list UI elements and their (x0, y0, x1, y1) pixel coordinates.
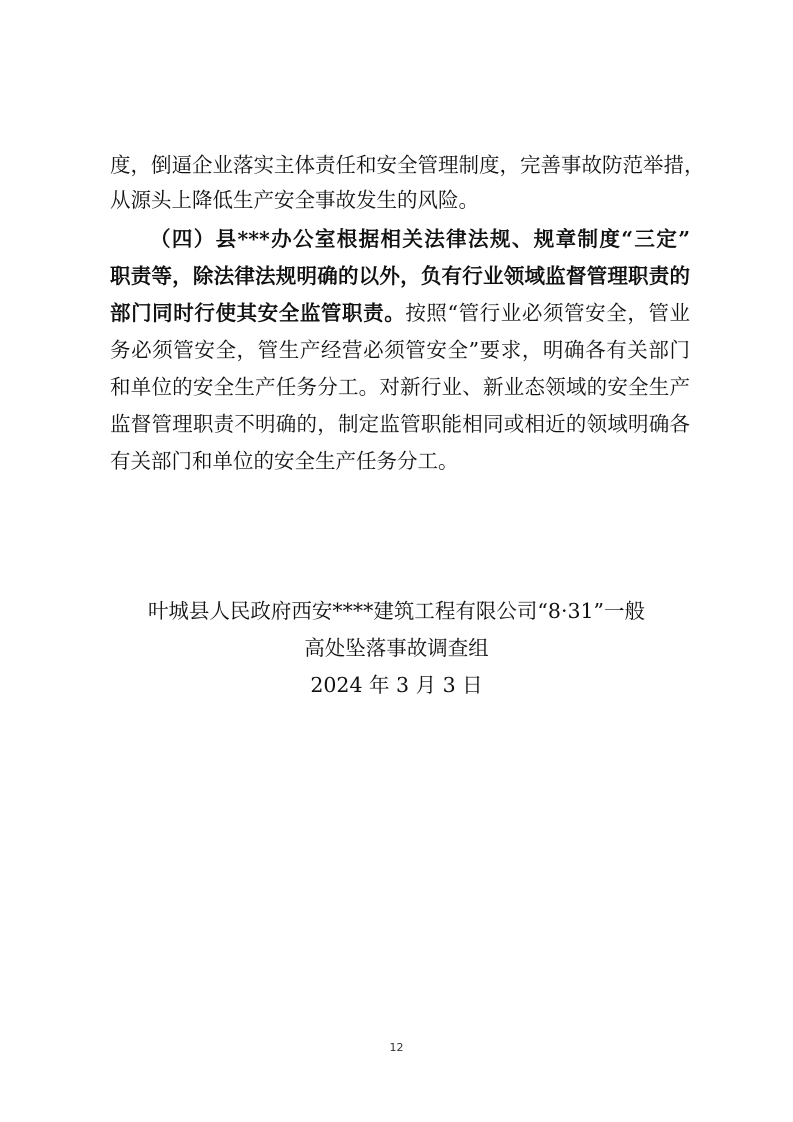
section-heading-line: （四）县***办公室根据相关法律法规、规章制度“三定” (150, 227, 690, 251)
page-number: 12 (389, 1041, 404, 1054)
paragraph-line: 和单位的安全生产任务分工。对新行业、新业态领域的安全生产 (110, 375, 690, 399)
paragraph-line: 度，倒逼企业落实主体责任和安全管理制度，完善事故防范举措， (110, 153, 705, 177)
signature-organization: 叶城县人民政府西安****建筑工程有限公司“8·31”一般 (147, 599, 646, 623)
section-heading-end: 部门同时行使其安全监管职责。 (110, 301, 406, 325)
paragraph-line: 有关部门和单位的安全生产任务分工。 (110, 449, 459, 473)
signature-group: 高处坠落事故调查组 (304, 636, 489, 660)
paragraph-line: 监督管理职责不明确的，制定监管职能相同或相近的领域明确各 (110, 412, 690, 436)
paragraph-line-mixed (110, 296, 690, 330)
signature-date: 2024 年 3 月 3 日 (310, 673, 483, 697)
section-heading-line: 职责等，除法律法规明确的以外，负有行业领域监督管理职责的 (110, 264, 690, 288)
paragraph-line: 从源头上降低生产安全事故发生的风险。 (110, 188, 479, 212)
paragraph-text: 按照“管行业必须管安全，管业 (405, 301, 691, 325)
paragraph-line: 务必须管安全，管生产经营必须管安全”要求，明确各有关部门 (110, 338, 690, 362)
